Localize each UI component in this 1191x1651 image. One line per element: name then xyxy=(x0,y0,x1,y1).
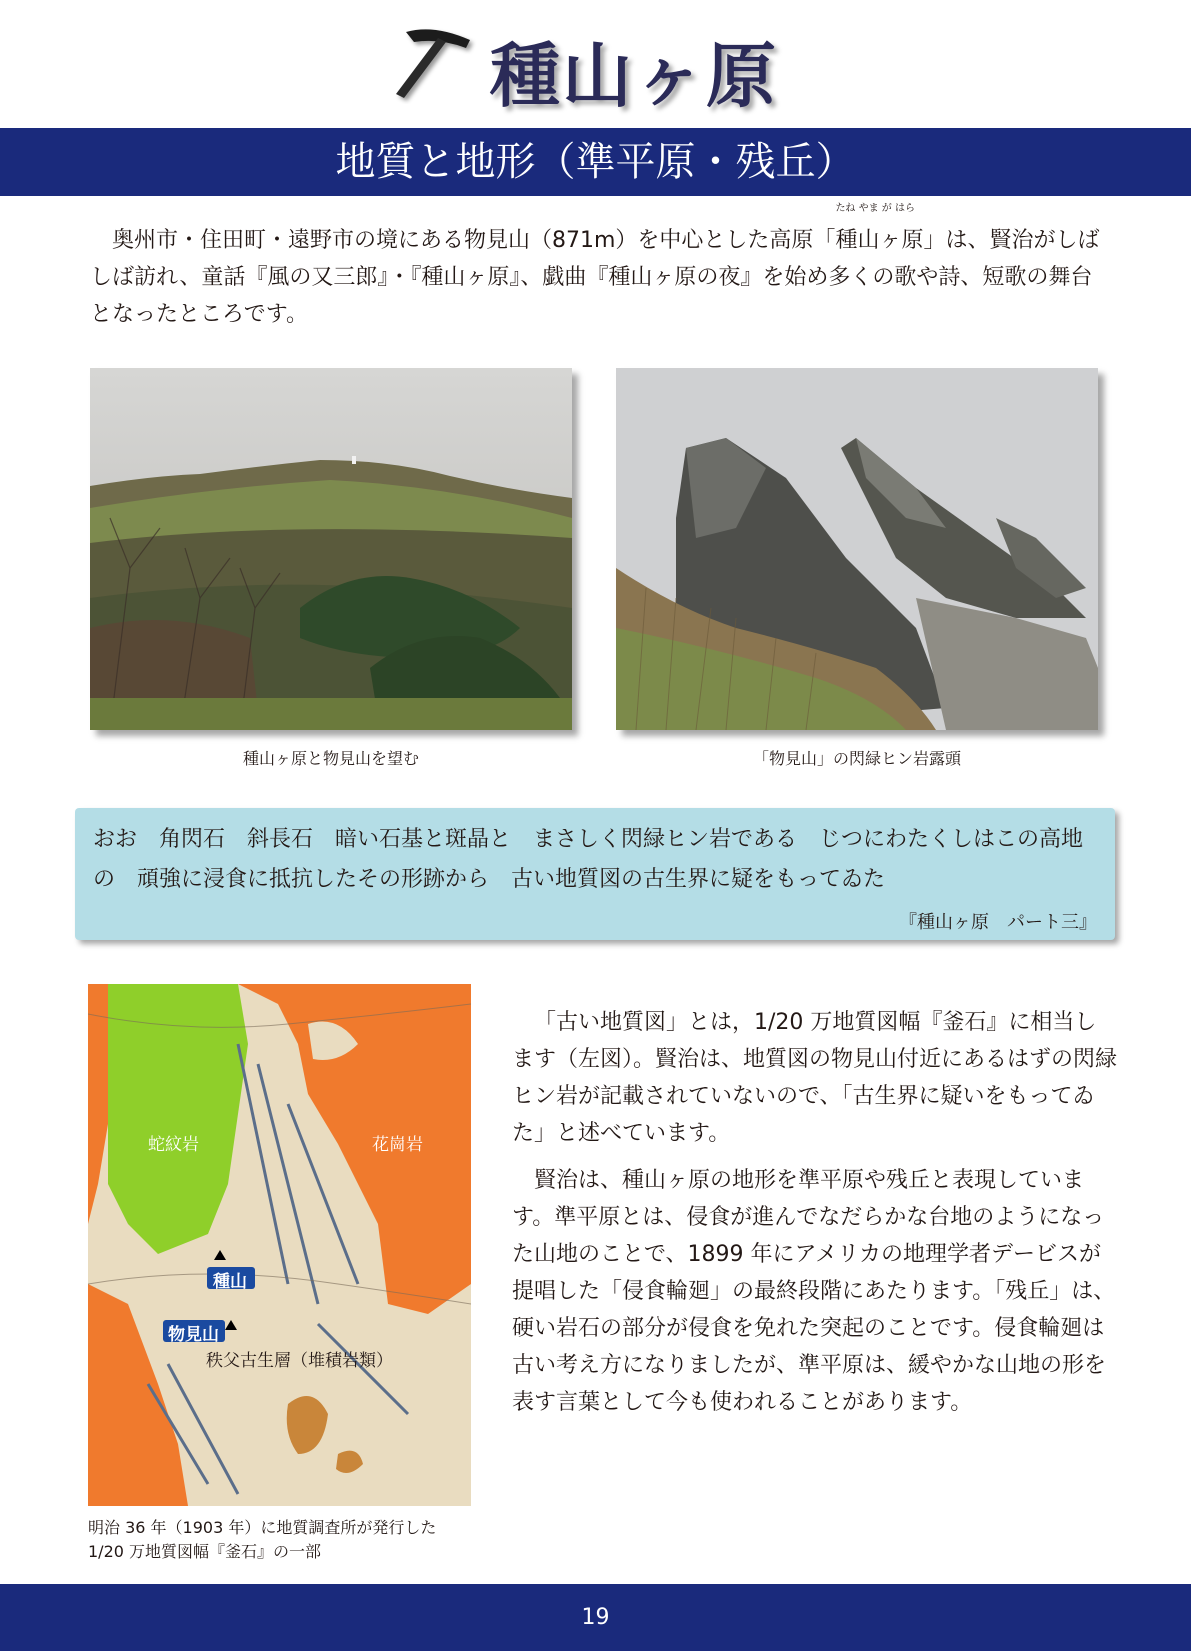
section-header: 地質と地形（準平原・残丘） xyxy=(0,128,1191,196)
map-label-granite: 花崗岩 xyxy=(372,1135,423,1155)
intro-paragraph xyxy=(90,203,1100,333)
explanation-column xyxy=(512,1004,1118,1431)
map-label-monomiyama: 物見山 xyxy=(168,1325,219,1345)
hammer-icon xyxy=(388,18,478,104)
map-caption xyxy=(88,1516,488,1564)
photo-caption-outcrop: 「物見山」の閃緑ヒン岩露頭 xyxy=(752,749,961,768)
ruby-term xyxy=(835,203,924,259)
page-number: 19 xyxy=(581,1605,610,1630)
map-label-chichibu: 秩父古生層（堆積岩類） xyxy=(206,1351,393,1371)
page-title: 種山ヶ原 xyxy=(490,34,778,117)
intro-text-after: 」は、賢治がしばしば訪れ、童話『風の又三郎』・『種山ヶ原』、戯曲『種山ヶ原の夜』を始め多くの歌や詩、短歌の舞台となったところです。 xyxy=(90,228,1100,327)
explanation-paragraph-2: 賢治は、種山ヶ原の地形を準平原や残丘と表現しています。準平原とは、侵食が進んでなだらかな台地のようになった山地のことで、1899 年にアメリカの地理学者デービスが提唱した「侵食輪廻」の最終段階にあたります。「残丘」は、硬い岩石の部分が侵食を免れた突起のことです。侵食輪廻は古い考え方になりましたが、準平原は、緩やかな山地の形を表す言葉として今も使われることがあります。 xyxy=(512,1168,1116,1415)
poem-quote-box xyxy=(75,808,1115,940)
geological-map-image xyxy=(88,984,471,1506)
map-label-serpentinite: 蛇紋岩 xyxy=(148,1135,199,1155)
intro-text-before: 奥州市・住田町・遠野市の境にある物見山（871m）を中心とした高原「 xyxy=(90,228,836,253)
outcrop-image xyxy=(616,368,1098,730)
ruby-base: 種山ヶ原 xyxy=(835,228,924,253)
page-footer xyxy=(0,1584,1191,1651)
map-caption-line1: 明治 36 年（1903 年）に地質調査所が発行した xyxy=(88,1518,437,1537)
poem-quote-source: 『種山ヶ原 パート三』 xyxy=(899,912,1097,933)
photo-caption-plateau: 種山ヶ原と物見山を望む xyxy=(242,749,419,768)
plateau-image xyxy=(90,368,572,730)
photo-outcrop xyxy=(616,368,1098,730)
ruby-reading: たね やま が はら xyxy=(835,203,915,214)
map-caption-line2: 1/20 万地質図幅『釜石』の一部 xyxy=(88,1542,322,1561)
map-label-taneyama: 種山 xyxy=(213,1272,247,1292)
geological-map xyxy=(88,984,471,1506)
poem-quote-text: おお 角閃石 斜長石 暗い石基と斑晶と まさしく閃緑ヒン岩である じつにわたくしはこの高地の 頑強に浸食に抵抗したその形跡から 古い地質図の古生界に疑をもってゐた xyxy=(93,827,1084,892)
photo-plateau xyxy=(90,368,572,730)
explanation-paragraph-1: 「古い地質図」とは，1/20 万地質図幅『釜石』に相当します（左図）。賢治は、地質図の物見山付近にあるはずの閃緑ヒン岩が記載されていないので、「古生界に疑いをもってゐた」と述べています。 xyxy=(512,1010,1118,1146)
title-area xyxy=(0,0,1191,120)
